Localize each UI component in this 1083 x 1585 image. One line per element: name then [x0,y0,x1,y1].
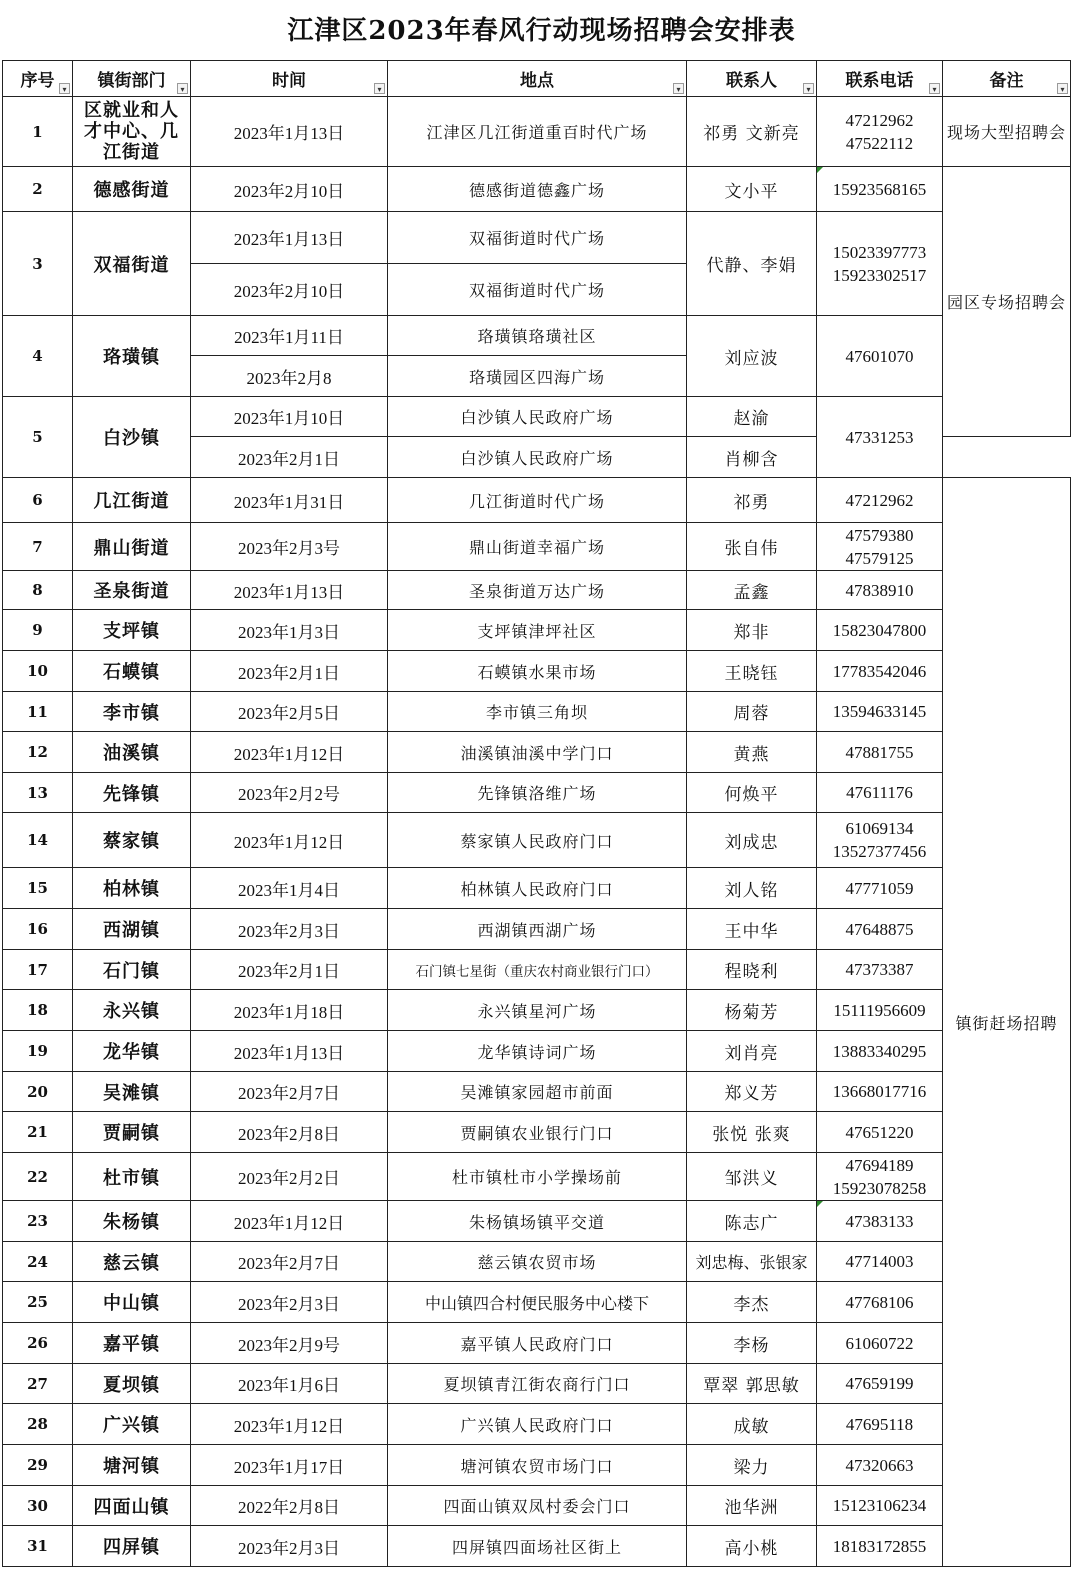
row-phone: 47838910 [817,571,943,610]
table-row [3,478,1071,523]
row-phone: 47648875 [817,909,943,950]
row-number: 12 [3,732,73,773]
row-contact: 刘忠梅、张银家 [687,1242,817,1282]
row-phone: 47373387 [817,950,943,990]
row-number: 18 [3,990,73,1031]
row-place: 慈云镇农贸市场 [388,1242,687,1282]
row-place: 珞璜镇珞璜社区 [388,316,687,356]
row-number: 26 [3,1323,73,1364]
row-time: 2023年1月12日 [191,1201,388,1242]
table-row [3,571,1071,610]
row-place: 双福街道时代广场 [388,264,687,316]
row-number: 24 [3,1242,73,1282]
row-contact: 刘应波 [687,316,817,397]
row-place: 白沙镇人民政府广场 [388,397,687,437]
row-number: 22 [3,1153,73,1201]
row-phone: 15823047800 [817,610,943,651]
row-time: 2023年1月31日 [191,478,388,523]
row-dept: 区就业和人才中心、几江街道 [73,97,191,167]
row-time: 2023年1月18日 [191,990,388,1031]
row-number: 19 [3,1031,73,1072]
row-dept: 西湖镇 [73,909,191,950]
note-large-fair: 现场大型招聘会 [943,97,1071,167]
row-time: 2023年2月7日 [191,1072,388,1112]
row-number: 30 [3,1486,73,1526]
row-phone: 47383133 [817,1201,943,1242]
row-contact: 成敏 [687,1404,817,1445]
header-phone [817,61,943,97]
row-phone: 47695118 [817,1404,943,1445]
row-time: 2023年1月12日 [191,732,388,773]
row-time: 2023年2月1日 [191,950,388,990]
row-place: 江津区几江街道重百时代广场 [388,97,687,167]
row-number: 3 [3,212,73,316]
table-row [3,1242,1071,1282]
row-contact: 刘成忠 [687,813,817,868]
row-contact: 郑义芳 [687,1072,817,1112]
row-time: 2023年2月3日 [191,1282,388,1323]
row-place: 白沙镇人民政府广场 [388,437,687,478]
note-park-fair: 园区专场招聘会 [943,167,1071,437]
row-dept: 中山镇 [73,1282,191,1323]
header-place-label: 地点 [520,71,554,91]
row-place: 塘河镇农贸市场门口 [388,1445,687,1486]
row-number: 16 [3,909,73,950]
header-phone-label: 联系电话 [845,71,914,91]
header-time [191,61,388,97]
row-place: 鼎山街道幸福广场 [388,523,687,571]
row-contact: 李杰 [687,1282,817,1323]
header-no [3,61,73,97]
row-place: 嘉平镇人民政府门口 [388,1323,687,1364]
row-phone: 13594633145 [817,692,943,732]
row-phone: 47651220 [817,1112,943,1153]
row-time: 2023年1月10日 [191,397,388,437]
table-row [3,950,1071,990]
row-phone: 47771059 [817,868,943,909]
row-dept: 珞璜镇 [73,316,191,397]
schedule-table [2,60,1071,1567]
row-dept: 石门镇 [73,950,191,990]
row-number: 7 [3,523,73,571]
row-number: 28 [3,1404,73,1445]
row-phone: 15923568165 [817,167,943,212]
row-place: 先锋镇洛维广场 [388,773,687,813]
row-dept: 双福街道 [73,212,191,316]
row-contact: 郑非 [687,610,817,651]
row-phone: 18183172855 [817,1526,943,1567]
row-dept: 几江街道 [73,478,191,523]
filter-dropdown-icon[interactable]: ▾ [929,83,940,94]
table-row [3,1526,1071,1567]
row-number: 17 [3,950,73,990]
phone-line: 47212962 [845,110,914,130]
row-dept: 广兴镇 [73,1404,191,1445]
filter-dropdown-icon[interactable]: ▾ [374,83,385,94]
row-number: 1 [3,97,73,167]
table-row [3,523,1071,571]
row-time: 2023年1月6日 [191,1364,388,1404]
filter-dropdown-icon[interactable]: ▾ [803,83,814,94]
row-dept: 吴滩镇 [73,1072,191,1112]
table-row [3,316,1071,356]
table-row [3,1112,1071,1153]
filter-dropdown-icon[interactable]: ▾ [1057,83,1068,94]
row-time: 2023年2月1日 [191,651,388,692]
row-contact: 池华洲 [687,1486,817,1526]
row-place: 珞璜园区四海广场 [388,356,687,397]
row-number: 14 [3,813,73,868]
row-number: 21 [3,1112,73,1153]
filter-dropdown-icon[interactable]: ▾ [673,83,684,94]
row-dept: 龙华镇 [73,1031,191,1072]
row-phone: 47320663 [817,1445,943,1486]
row-dept: 圣泉街道 [73,571,191,610]
row-place: 柏林镇人民政府门口 [388,868,687,909]
row-phone [817,1153,943,1201]
row-time: 2023年2月8日 [191,1112,388,1153]
row-place: 永兴镇星河广场 [388,990,687,1031]
row-time: 2023年2月3日 [191,909,388,950]
page-title: 江津区2023年春风行动现场招聘会安排表 [287,16,796,46]
row-phone: 47611176 [817,773,943,813]
row-place: 石蟆镇水果市场 [388,651,687,692]
row-time: 2022年2月8日 [191,1486,388,1526]
row-phone [817,813,943,868]
row-dept: 石蟆镇 [73,651,191,692]
row-phone: 13883340295 [817,1031,943,1072]
row-place: 李市镇三角坝 [388,692,687,732]
row-contact: 何焕平 [687,773,817,813]
row-number: 29 [3,1445,73,1486]
row-time: 2023年2月1日 [191,437,388,478]
row-time: 2023年1月12日 [191,1404,388,1445]
row-time: 2023年2月2号 [191,773,388,813]
filter-dropdown-icon[interactable]: ▾ [177,83,188,94]
row-time: 2023年2月10日 [191,167,388,212]
table-row [3,1153,1071,1201]
row-place: 支坪镇津坪社区 [388,610,687,651]
row-dept: 塘河镇 [73,1445,191,1486]
row-phone: 47212962 [817,478,943,523]
header-place [388,61,687,97]
row-contact: 高小桃 [687,1526,817,1567]
row-time: 2023年2月7日 [191,1242,388,1282]
row-dept: 慈云镇 [73,1242,191,1282]
row-place: 蔡家镇人民政府门口 [388,813,687,868]
table-row [3,1445,1071,1486]
phone-line: 15923078258 [832,1178,927,1198]
header-dept-label: 镇街部门 [97,71,166,91]
table-row [3,1201,1071,1242]
row-dept: 德感街道 [73,167,191,212]
phone-line: 47694189 [845,1155,914,1175]
row-time: 2023年2月9号 [191,1323,388,1364]
row-phone: 17783542046 [817,651,943,692]
row-contact: 张悦 张爽 [687,1112,817,1153]
row-place: 广兴镇人民政府门口 [388,1404,687,1445]
row-place: 贾嗣镇农业银行门口 [388,1112,687,1153]
row-contact: 邹洪义 [687,1153,817,1201]
table-row [3,1323,1071,1364]
phone-line: 47579380 [845,525,914,545]
header-row [3,61,1071,97]
row-number: 11 [3,692,73,732]
phone-line: 61069134 [845,819,914,838]
header-dept [73,61,191,97]
row-place: 龙华镇诗词广场 [388,1031,687,1072]
table-row [3,1072,1071,1112]
row-number: 8 [3,571,73,610]
table-row [3,1364,1071,1404]
row-time: 2023年2月2日 [191,1153,388,1201]
row-contact: 覃翠 郭思敏 [687,1364,817,1404]
phone-line: 47579125 [845,548,914,568]
header-no-label: 序号 [20,71,55,91]
table-row [3,651,1071,692]
header-note-label: 备注 [989,71,1024,91]
row-time: 2023年1月13日 [191,1031,388,1072]
row-number: 23 [3,1201,73,1242]
table-row [3,773,1071,813]
table-row [3,692,1071,732]
row-phone: 47331253 [817,397,943,478]
row-dept: 嘉平镇 [73,1323,191,1364]
row-contact: 王中华 [687,909,817,950]
row-number: 25 [3,1282,73,1323]
row-contact: 祁勇 文新亮 [687,97,817,167]
row-phone: 13668017716 [817,1072,943,1112]
row-dept: 鼎山街道 [73,523,191,571]
row-contact: 孟鑫 [687,571,817,610]
table-row [3,1031,1071,1072]
row-place: 杜市镇杜市小学操场前 [388,1153,687,1201]
table-row [3,909,1071,950]
table-row [3,1282,1071,1323]
row-time: 2023年1月13日 [191,212,388,264]
row-time: 2023年2月10日 [191,264,388,316]
header-contact [687,61,817,97]
row-place: 夏坝镇青江街农商行门口 [388,1364,687,1404]
row-number: 5 [3,397,73,478]
phone-line: 15923302517 [832,265,927,285]
row-phone [817,523,943,571]
row-phone: 47659199 [817,1364,943,1404]
phone-line: 15023397773 [832,242,927,262]
table-row [3,813,1071,868]
table-row [3,868,1071,909]
row-time: 2023年2月5日 [191,692,388,732]
row-dept: 蔡家镇 [73,813,191,868]
row-place: 圣泉街道万达广场 [388,571,687,610]
row-contact: 李杨 [687,1323,817,1364]
row-place: 四屏镇四面场社区街上 [388,1526,687,1567]
row-dept: 四屏镇 [73,1526,191,1567]
row-contact: 杨菊芳 [687,990,817,1031]
row-number: 6 [3,478,73,523]
table-row [3,1404,1071,1445]
row-place: 油溪镇油溪中学门口 [388,732,687,773]
row-place: 吴滩镇家园超市前面 [388,1072,687,1112]
row-phone: 15111956609 [817,990,943,1031]
phone-line: 47522112 [845,133,914,153]
row-place: 石门镇七星街（重庆农村商业银行门口） [388,950,687,990]
row-number: 27 [3,1364,73,1404]
table-row [3,97,1071,167]
row-number: 10 [3,651,73,692]
row-number: 31 [3,1526,73,1567]
row-phone: 15123106234 [817,1486,943,1526]
row-contact: 程晓利 [687,950,817,990]
row-number: 13 [3,773,73,813]
row-contact: 陈志广 [687,1201,817,1242]
table-row [3,732,1071,773]
filter-dropdown-icon[interactable]: ▾ [59,83,70,94]
row-phone: 47881755 [817,732,943,773]
header-time-label: 时间 [272,71,306,91]
row-dept: 夏坝镇 [73,1364,191,1404]
row-contact: 文小平 [687,167,817,212]
row-contact: 张自伟 [687,523,817,571]
row-contact: 代静、李娟 [687,212,817,316]
row-phone: 61060722 [817,1323,943,1364]
row-phone [817,212,943,316]
row-dept: 四面山镇 [73,1486,191,1526]
row-contact: 赵渝 [687,397,817,437]
row-place: 朱杨镇场镇平交道 [388,1201,687,1242]
row-contact: 梁力 [687,1445,817,1486]
table-row [3,1486,1071,1526]
row-phone: 47714003 [817,1242,943,1282]
row-dept: 朱杨镇 [73,1201,191,1242]
row-contact: 王晓钰 [687,651,817,692]
row-contact: 肖柳含 [687,437,817,478]
row-contact: 刘肖亮 [687,1031,817,1072]
row-place: 中山镇四合村便民服务中心楼下 [388,1282,687,1323]
row-time: 2023年1月4日 [191,868,388,909]
row-place: 德感街道德鑫广场 [388,167,687,212]
phone-line: 13527377456 [832,842,927,861]
row-number: 9 [3,610,73,651]
row-number: 15 [3,868,73,909]
row-contact: 周蓉 [687,692,817,732]
row-dept: 永兴镇 [73,990,191,1031]
table-row [3,397,1071,437]
row-time: 2023年2月3日 [191,1526,388,1567]
row-contact: 刘人铭 [687,868,817,909]
table-row [3,212,1071,264]
row-place: 四面山镇双凤村委会门口 [388,1486,687,1526]
table-row [3,167,1071,212]
row-dept: 支坪镇 [73,610,191,651]
note-street-fair: 镇街赶场招聘 [943,478,1071,1567]
header-contact-label: 联系人 [726,71,777,91]
table-row [3,990,1071,1031]
row-dept: 油溪镇 [73,732,191,773]
row-time: 2023年1月11日 [191,316,388,356]
row-dept: 李市镇 [73,692,191,732]
row-phone: 47768106 [817,1282,943,1323]
header-note [943,61,1071,97]
row-time: 2023年2月3号 [191,523,388,571]
row-dept: 先锋镇 [73,773,191,813]
row-phone: 47601070 [817,316,943,397]
row-time: 2023年1月17日 [191,1445,388,1486]
row-contact: 祁勇 [687,478,817,523]
row-dept: 贾嗣镇 [73,1112,191,1153]
row-place: 几江街道时代广场 [388,478,687,523]
row-place: 双福街道时代广场 [388,212,687,264]
row-time: 2023年1月13日 [191,571,388,610]
row-contact: 黄燕 [687,732,817,773]
row-phone [817,97,943,167]
row-time: 2023年1月13日 [191,97,388,167]
row-time: 2023年1月3日 [191,610,388,651]
row-number: 20 [3,1072,73,1112]
row-dept: 柏林镇 [73,868,191,909]
row-number: 2 [3,167,73,212]
row-time: 2023年1月12日 [191,813,388,868]
row-dept: 白沙镇 [73,397,191,478]
table-row [3,610,1071,651]
row-time: 2023年2月8 [191,356,388,397]
row-place: 西湖镇西湖广场 [388,909,687,950]
row-number: 4 [3,316,73,397]
row-dept: 杜市镇 [73,1153,191,1201]
